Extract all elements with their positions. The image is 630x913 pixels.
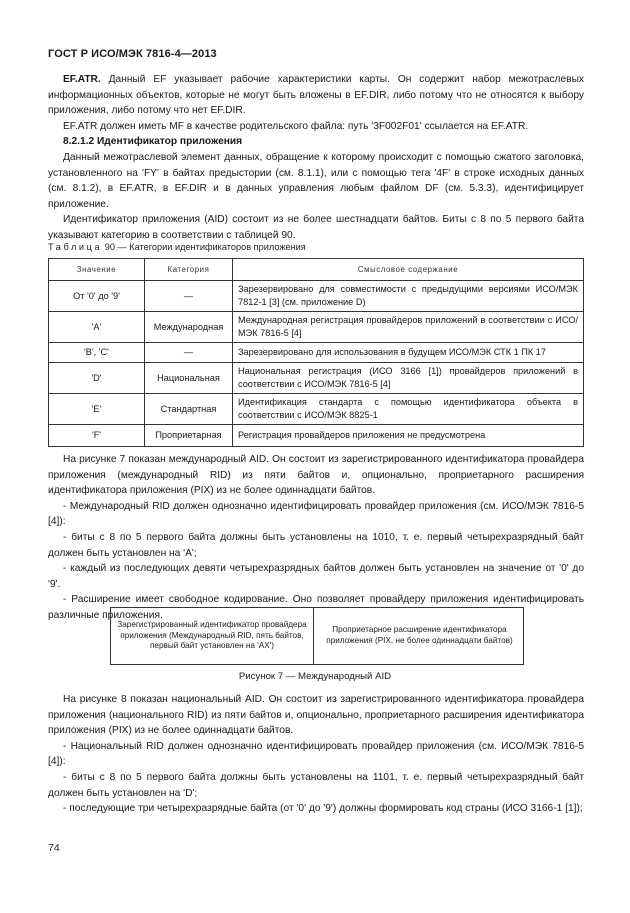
cell-value: 'A'	[49, 312, 145, 343]
pix-box	[316, 608, 523, 664]
cell-value: 'F'	[49, 425, 145, 447]
table-row	[49, 343, 584, 363]
list-item: - биты с 8 по 5 первого байта должны быть установлены на 1010, т. е. первый четырехразрядный байт должен быть установлен на 'A';	[48, 531, 584, 559]
paragraph-ef-atr-path: EF.ATR должен иметь MF в качестве родительского файла: путь '3F002F01' ссылается на EF.ATR.	[63, 120, 529, 132]
cell-value: 'B', 'C'	[49, 343, 145, 363]
paragraph-ef-atr	[48, 72, 584, 119]
cell-category: Стандартная	[145, 394, 233, 425]
table-header-row	[49, 259, 584, 281]
document-header: ГОСТ Р ИСО/МЭК 7816-4—2013	[48, 48, 217, 60]
table-row	[49, 312, 584, 343]
table-caption-word: Таблица	[48, 242, 103, 252]
table-row	[49, 394, 584, 425]
cell-value: 'E'	[49, 394, 145, 425]
cell-meaning: Идентификация стандарта с помощью идентификатора объекта в соответствии с ИСО/МЭК 8825-1	[233, 394, 584, 425]
cell-category: Проприетарная	[145, 425, 233, 447]
cell-meaning: Зарезервировано для использования в будущем ИСО/МЭК СТК 1 ПК 17	[233, 343, 584, 363]
cell-meaning: Регистрация провайдеров приложения не предусмотрена	[233, 425, 584, 447]
cell-category: —	[145, 343, 233, 363]
pix-box-text: Проприетарное расширение идентификатора приложения (PIX, не более одиннадцати байтов)	[326, 625, 513, 645]
paragraph-figure7-intro: На рисунке 7 показан международный AID. Он состоит из зарегистрированного идентификатора провайдера приложения (международный RID) из пяти байтов и, опционально, проприетарного расширения идентификатора приложения (PIX) из не более одиннадцати байтов.	[48, 454, 584, 497]
section-ef-atr	[48, 72, 584, 244]
paragraph-figure8-intro: На рисунке 8 показан национальный AID. Он состоит из зарегистрированного идентификатора провайдера приложения (национального RID) из пяти байтов и, опционально, проприетарного расширения идентификатора приложения (PIX) из не более одиннадцати байтов.	[48, 694, 584, 737]
table-caption-title: 90 — Категории идентификаторов приложения	[102, 242, 306, 252]
table-row	[49, 281, 584, 312]
section-national-aid	[48, 692, 584, 817]
cell-value: 'D'	[49, 363, 145, 394]
cell-meaning: Зарезервировано для совместимости с предыдущими версиями ИСО/МЭК 7812-1 [3] (см. приложение D)	[233, 281, 584, 312]
rid-box	[111, 608, 314, 664]
paragraph-aid-length: Идентификатор приложения (AID) состоит из не более шестнадцати байтов. Биты с 8 по 5 первого байта указывают категорию в соответствии с таблицей 90.	[48, 214, 584, 241]
header-category: Категория	[145, 259, 233, 281]
list-item: - последующие три четырехразрядные байта (от '0' до '9') должны формировать код страны (ИСО 3166-1 [1]);	[63, 803, 583, 815]
cell-meaning: Национальная регистрация (ИСО 3166 [1]) провайдеров приложений в соответствии с ИСО/МЭК 7816-5 [4]	[233, 363, 584, 394]
cell-category: —	[145, 281, 233, 312]
section-international-aid	[48, 452, 584, 624]
list-item: - Расширение имеет свободное кодирование. Оно позволяет провайдеру приложения идентифицировать различные приложения.	[48, 594, 584, 621]
cell-value: От '0' до '9'	[49, 281, 145, 312]
aid-category-table	[48, 258, 584, 447]
cell-meaning: Международная регистрация провайдеров приложений в соответствии с ИСО/МЭК 7816-5 [4]	[233, 312, 584, 343]
table-row	[49, 363, 584, 394]
list-item: - биты с 8 по 5 первого байта должны быть установлены на 1101, т. е. первый четырехразрядный байт должен быть установлен на 'D';	[48, 771, 584, 799]
figure-international-aid	[110, 607, 524, 665]
section-heading: 8.2.1.2 Идентификатор приложения	[63, 136, 243, 148]
paragraph-aid-description: Данный межотраслевой элемент данных, обращение к которому происходит с помощью сжатого заголовка, установленного на 'FY' в байтах предыстории (см. 8.1.1), или с помощью тега '4F' в строке исходных данных (см. 8.1.2), в EF.ATR, в EF.DIR и в данных управления любым файлом DF (см. 5.3.3), идентифицирует приложение.	[48, 151, 584, 210]
rid-box-text: Зарегистрированный идентификатор провайдера приложения (Международный RID, пять байтов, первый байт установлен на 'AX')	[117, 620, 307, 651]
cell-category: Международная	[145, 312, 233, 343]
cell-category: Национальная	[145, 363, 233, 394]
ef-atr-text: Данный EF указывает рабочие характеристики карты. Он содержит набор межотраслевых информационных объектов, которые не могут быть вложены в EF.DIR, либо потому что не относятся к выбору приложения, либо потому что нет EF.DIR.	[48, 74, 584, 117]
list-item: - Национальный RID должен однозначно идентифицировать провайдер приложения (см. ИСО/МЭК 7816-5 [4]):	[48, 740, 584, 768]
ef-atr-term: EF.ATR.	[63, 74, 101, 85]
header-value: Значение	[49, 259, 145, 281]
header-meaning: Смысловое содержание	[233, 259, 584, 281]
list-item: - Международный RID должен однозначно идентифицировать провайдер приложения (см. ИСО/МЭК 7816-5 [4]):	[48, 500, 584, 528]
table-caption	[48, 242, 306, 252]
page-number: 74	[48, 842, 60, 854]
table-row	[49, 425, 584, 447]
list-item: - каждый из последующих девяти четырехразрядных байтов должен быть установлен на значение от '0' до '9'.	[48, 563, 584, 590]
figure-caption: Рисунок 7 — Международный AID	[238, 671, 392, 682]
